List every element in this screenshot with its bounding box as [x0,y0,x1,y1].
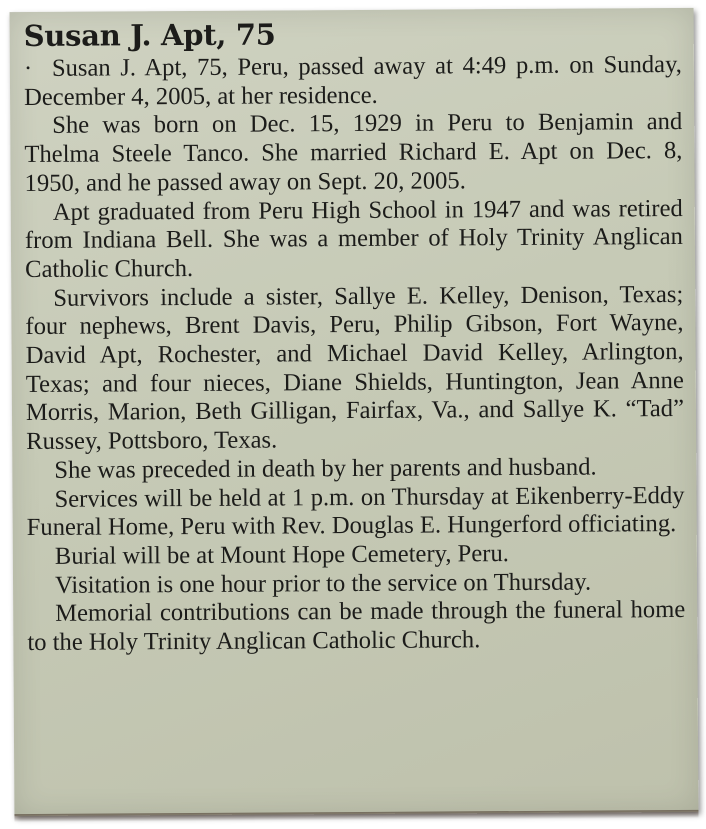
paragraph-education-work: Apt graduated from Peru High School in 1947 and was retired from Indiana Bell. She was a member of Holy Trinity Anglican Catholic Church. [24,194,684,283]
obituary-clipping [10,8,699,816]
paragraph-services: Services will be held at 1 p.m. on Thursday at Eikenberry-Eddy Funeral Home, Peru with Rev. Douglas E. Hungerford officiating. [26,481,685,542]
obituary-headline: Susan J. Apt, 75 [23,17,276,54]
paragraph-visitation: Visitation is one hour prior to the service on Thursday. [54,568,592,599]
paragraph-burial: Burial will be at Mount Hope Cemetery, Peru. [54,540,509,570]
paragraph-birth-marriage: She was born on Dec. 15, 1929 in Peru to Benjamin and Thelma Steele Tanco. She married Richard E. Apt on Dec. 8, 1950, and he passed away on Sept. 20, 2005. [24,108,683,197]
paragraph-survivors: Survivors include a sister, Sallye E. Kelley, Denison, Texas; four nephews, Brent Davis, Peru, Philip Gibson, Fort Wayne, David Apt, Rochester, and Michael David Kelley, Arlington, Texas; and four nieces, Diane Shields, Huntington, Jean Anne Morris, Marion, Beth Gilligan, Fairfax, Va., and Sallye K. “Tad” Russey, Pottsboro, Texas. [25,280,685,456]
obituary-body [24,51,686,658]
bullet-mark: · [23,54,33,83]
paragraph-preceded: She was preceded in death by her parents and husband. [54,453,597,484]
paragraph-text: Susan J. Apt, 75, Peru, passed away at 4:49 p.m. on Sunday, December 4, 2005, at her residence. [23,50,682,111]
paragraph-death-notice [24,51,682,112]
paragraph-memorial: Memorial contributions can be made through the funeral home to the Holy Trinity Anglican Catholic Church. [27,596,686,657]
